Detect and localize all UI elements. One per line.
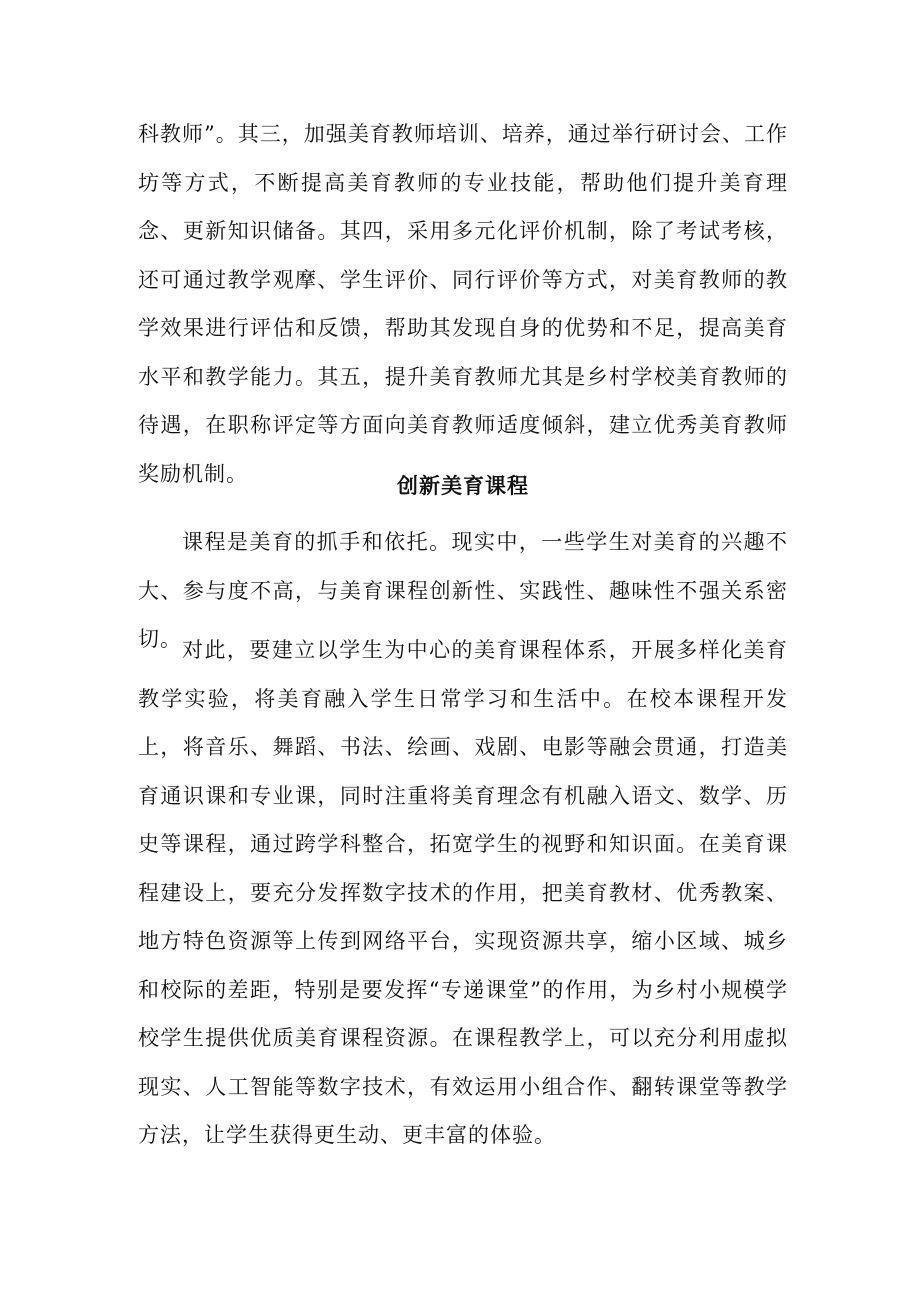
paragraph-curriculum-measures: 对此，要建立以学生为中心的美育课程体系，开展多样化美育教学实验，将美育融入学生日常学习和生活中。在校本课程开发上，将音乐、舞蹈、书法、绘画、戏剧、电影等融会贯通，打造美育通识课和专业课，同时注重将美育理念有机融入语文、数学、历史等课程，通过跨学科整合，拓宽学生的视野和知识面。在美育课程建设上，要充分发挥数字技术的作用，把美育教材、优秀教案、地方特色资源等上传到网络平台，实现资源共享，缩小区域、城乡和校际的差距，特别是要发挥“专递课堂”的作用，为乡村小规模学校学生提供优质美育课程资源。在课程教学上，可以充分利用虚拟现实、人工智能等数字技术，有效运用小组合作、翻转课堂等教学方法，让学生获得更生动、更丰富的体验。 (138, 638, 788, 1147)
paragraph-curriculum-intro: 课程是美育的抓手和依托。现实中，一些学生对美育的兴趣不大、参与度不高，与美育课程创新性、实践性、趣味性不强关系密切。 (138, 530, 788, 651)
section-heading: 创新美育课程 (397, 473, 529, 498)
paragraph-teacher-development: 科教师”。其三，加强美育教师培训、培养，通过举行研讨会、工作坊等方式，不断提高美育教师的专业技能，帮助他们提升美育理念、更新知识储备。其四，采用多元化评价机制，除了考试考核，还可通过教学观摩、学生评价、同行评价等方式，对美育教师的教学效果进行评估和反馈，帮助其发现自身的优势和不足，提高美育水平和教学能力。其五，提升美育教师尤其是乡村学校美育教师的待遇，在职称评定等方面向美育教师适度倾斜，建立优秀美育教师奖励机制。 (138, 122, 788, 486)
